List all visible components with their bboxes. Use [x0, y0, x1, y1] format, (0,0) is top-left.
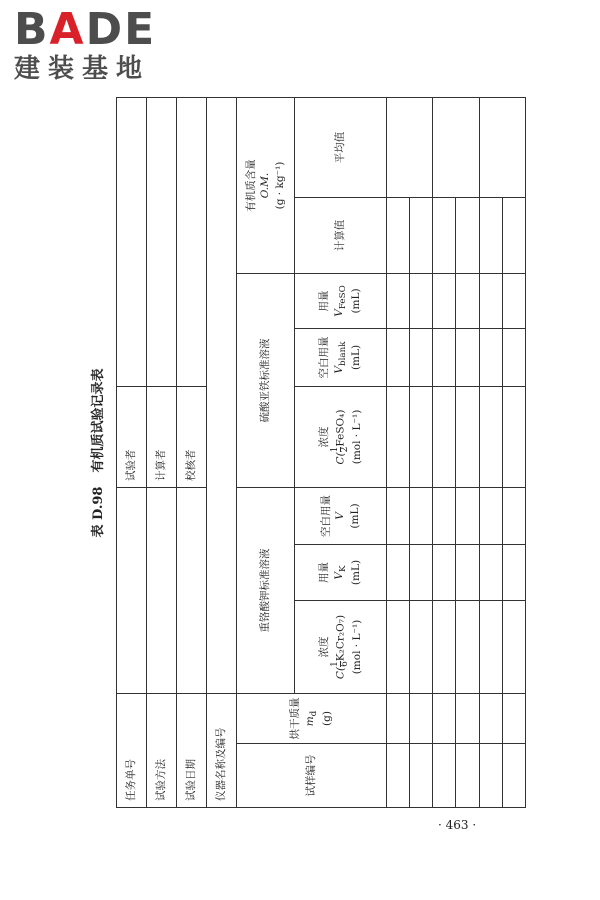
calculator-value[interactable]	[147, 97, 177, 386]
dichromate-group-header: 重铬酸钾标准溶液	[237, 487, 295, 693]
table-caption	[86, 98, 112, 808]
ferrous-group-header: 硫酸亚铁标准溶液	[237, 273, 295, 487]
ferrous-blank-header: 空白用量 $V_{blank}$ (mL)	[295, 328, 387, 386]
dichromate-dosage-header: 用量 $V_K$ (mL)	[295, 545, 387, 601]
tester-label: 试验者	[117, 386, 147, 487]
info-row-task	[117, 97, 147, 807]
table-title: 有机质试验记录表	[91, 368, 106, 473]
dichromate-blank-header: 空白用量 V (mL)	[295, 487, 387, 544]
test-method-label: 试验方法	[147, 694, 177, 808]
test-date-label: 试验日期	[177, 694, 207, 808]
table-row	[456, 97, 479, 807]
sample-no-header: 试样编号	[237, 744, 387, 808]
record-table	[116, 97, 526, 808]
organic-avg-header: 平均值	[295, 97, 387, 197]
table-row	[410, 97, 433, 807]
dry-mass-header: 烘干质量 $m_d$ (g)	[237, 694, 387, 744]
test-date-value[interactable]	[177, 487, 207, 693]
ferrous-conc-header: 浓度 C( 1 2 FeSO₄) (mol · L⁻¹)	[295, 386, 387, 487]
organic-group-header: 有机质含量 O.M. (g · kg⁻¹)	[237, 97, 295, 273]
page-number: · 463 ·	[438, 818, 477, 832]
organic-calc-header: 计算值	[295, 197, 387, 273]
logo-wordmark: BADE	[14, 4, 157, 55]
task-no-label: 任务单号	[117, 694, 147, 808]
header-row-groups	[237, 97, 295, 807]
task-no-value[interactable]	[117, 487, 147, 693]
table-row	[479, 97, 502, 807]
info-row-instrument	[207, 97, 237, 807]
logo-subtitle: 建装基地	[14, 54, 151, 84]
rotated-record-sheet	[86, 98, 526, 808]
table-number: 表 D.98	[91, 486, 106, 538]
fraction-1-6: 1 6	[330, 661, 350, 667]
tester-value[interactable]	[117, 97, 147, 386]
checker-label: 校核者	[177, 386, 207, 487]
instrument-value[interactable]	[207, 97, 237, 693]
dichromate-conc-header: 浓度 C( 1 6 K₂Cr₂O₇) (mol · L⁻¹)	[295, 601, 387, 694]
table-row	[502, 97, 525, 807]
fraction-1-2: 1 2	[330, 446, 350, 453]
test-method-value[interactable]	[147, 487, 177, 693]
calculator-label: 计算者	[147, 386, 177, 487]
instrument-label: 仪器名称及编号	[207, 694, 237, 808]
logo	[14, 6, 184, 92]
table-row	[387, 97, 410, 807]
info-row-method	[147, 97, 177, 807]
table-row	[433, 97, 456, 807]
checker-value[interactable]	[177, 97, 207, 386]
info-row-date	[177, 97, 207, 807]
ferrous-dosage-header: 用量 $V_{FeSO}$ (mL)	[295, 273, 387, 328]
